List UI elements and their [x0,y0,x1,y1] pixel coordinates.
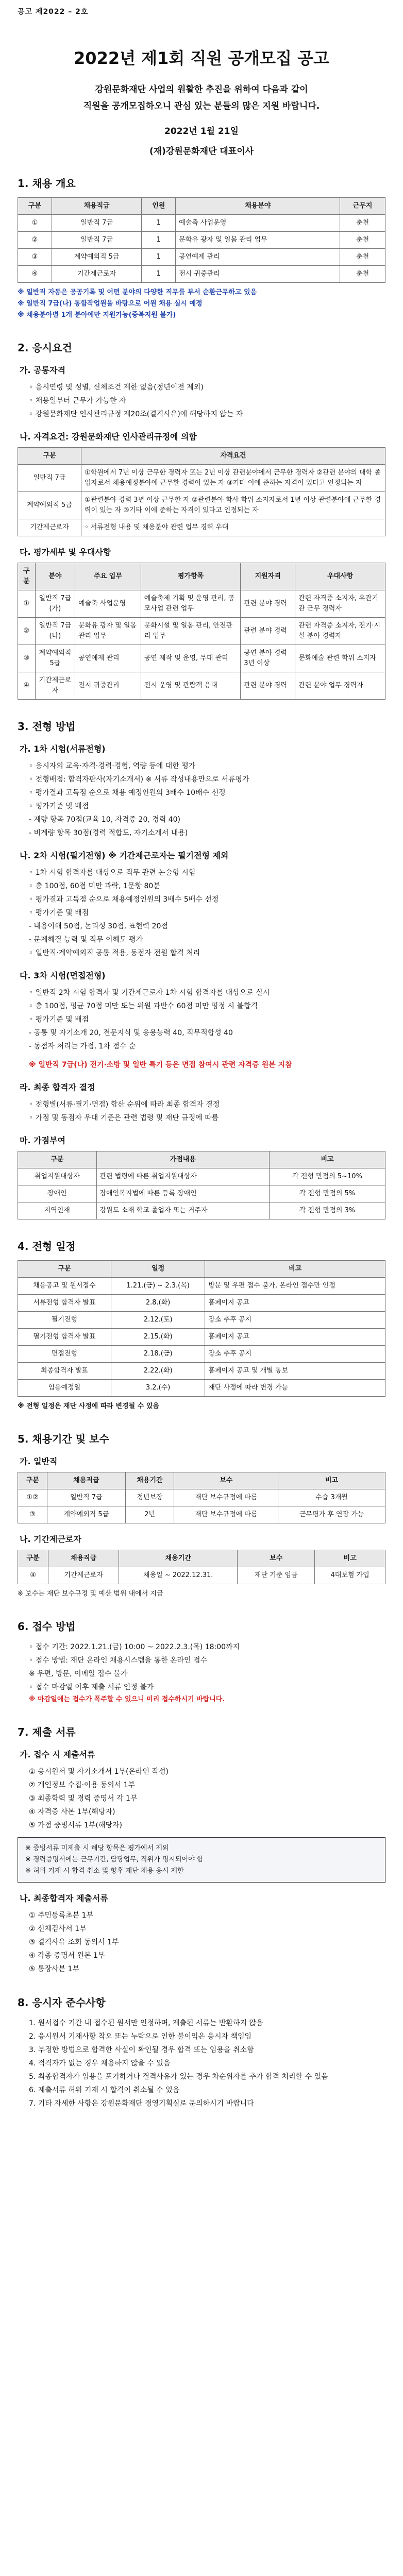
table-row [18,1346,385,1363]
list-item: ◦ 일반직·계약예외직 공통 적용, 동점자 전원 합격 처리 [29,949,200,957]
table-cell: 2.22.(화) [111,1363,205,1380]
notice-box-line: ※ 허위 기재 시 합격 취소 및 향후 재단 채용 응시 제한 [25,1867,184,1875]
pay-table [18,1472,385,1523]
subsection-title: 다. 평가세부 및 우대사항 [20,547,111,557]
list-item: ⑤ 가점 증빙서류 1부(해당자) [29,1821,122,1829]
list-item: ◦ 평가결과 고득점 순으로 채용예정인원의 3배수 5배수 선정 [29,895,219,904]
list-item: 5. 최종합격자가 임용을 포기하거나 결격사유가 있는 경우 차순위자를 추가 합격 처리할 수 있음 [29,2073,328,2081]
table-header: 구분 [18,563,36,590]
table-cell: 공연 분야 경력 3년 이상 [241,645,295,672]
lead-text [18,81,385,114]
list-item: ◦ 평가기준 및 배점 [29,802,89,810]
subsection-title: 나. 최종합격자 제출서류 [20,1893,108,1903]
table-row [18,645,385,672]
table-cell: 춘천 [340,249,385,266]
table-cell: ④ [18,266,52,283]
table-cell: 면접전형 [18,1346,111,1363]
list-item: - 비계량 항목 30점(경력 적합도, 자기소개서 내용) [29,829,188,837]
table-cell: ① [18,590,36,618]
table-cell: 전시 운영 및 관람객 응대 [141,672,241,700]
table-header: 채용기간 [125,1472,174,1489]
list-item: ◦ 강원문화재단 인사관리규정 제20조(결격사유)에 해당하지 않는 자 [29,410,243,418]
table-row [18,1506,385,1523]
table-cell: 1 [142,249,176,266]
list-item: ◦ 접수 기간: 2022.1.21.(금) 10:00 ~ 2022.2.3.(목) 18:00까지 [29,1643,240,1651]
table-header: 보수 [238,1550,315,1567]
table-row [18,1295,385,1312]
table-header: 인원 [142,198,176,215]
table-cell: 재단 보수규정에 따름 [174,1506,278,1523]
table-header: 근무지 [340,198,385,215]
table-cell: 2.15.(화) [111,1329,205,1346]
table-cell: 전시 귀중관리 [75,672,141,700]
table-cell: 필기전형 [18,1312,111,1329]
table-cell: 기간제근로자 [35,672,75,700]
table-cell: ①관련분야 경력 3년 이상 근무한 자 ②관련분야 학사 학위 소지자로서 1년 이상 관련분야에 근무한 경력이 있는 자 ③기타 이에 준하는 자격이 있다고 인정되는 자 [81,492,385,519]
subsection-title: 가. 일반직 [20,1456,58,1466]
table-cell: 4대보험 가입 [315,1567,385,1584]
table-cell: 각 전형 만점의 5% [270,1185,385,1202]
list-item: 3. 부정한 방법으로 합격한 사실이 확인될 경우 합격 또는 임용을 취소함 [29,2046,254,2054]
warning-text: ※ 일반직 7급(나) 전기·소방 및 일반 특기 등은 면접 참여시 관련 자격증 원본 지참 [29,1061,292,1069]
list-item: ◦ 전형배점: 합격자판사(자기소개서) ※ 서류 작성내용만으로 서류평가 [29,775,249,784]
table-cell: ④ [18,1567,48,1584]
table-row [18,465,385,492]
section-title: 3. 전형 방법 [18,720,76,733]
table-cell: 일반직 7급 [52,215,141,232]
section-title: 8. 응시자 준수사항 [18,1996,106,2009]
table-row [18,590,385,618]
table-cell: ③ [18,645,36,672]
table-cell: 기간제근로자 [52,266,141,283]
table-cell: 홈페이지 공고 및 개별 통보 [205,1363,385,1380]
list-item: ◦ 응시자의 교육·자격·경력·경험, 역량 등에 대한 평가 [29,762,196,770]
section-title: 2. 응시요건 [18,342,72,354]
table-cell: 각 전형 만점의 5~10% [270,1168,385,1185]
pay-table-temp [18,1550,385,1584]
table-header: 채용직급 [47,1472,125,1489]
table-cell: 취업지원대상자 [18,1168,97,1185]
table-cell: ③ [18,249,52,266]
table-cell: 임용예정일 [18,1380,111,1397]
table-header: 채용분야 [176,198,340,215]
lead-line: 직원을 공개모집하오니 관심 있는 분들의 많은 지원 바랍니다. [83,101,320,111]
list-item: ◦ 평가기준 및 배점 [29,909,89,917]
table-cell: 근무평가 후 연장 가능 [278,1506,385,1523]
table-cell: 서류전형 합격자 발표 [18,1295,111,1312]
list-item: ④ 자격증 사본 1부(해당자) [29,1808,115,1816]
table-cell: ◦ 서류전형 내용 및 채용분야 관련 업무 경력 우대 [81,519,385,536]
table-row [18,492,385,519]
page-title: 2022년 제1회 직원 공개모집 공고 [74,48,329,68]
table-cell: ④ [18,672,36,700]
list-item: - 공통 및 자기소개 20, 전문지식 및 응용능력 40, 직무적합성 40 [29,1029,233,1037]
list-item: - 동점자 처리는 가점, 1차 점수 순 [29,1042,136,1050]
notice-date: 2022년 1월 21일 [164,126,239,137]
table-cell: ①② [18,1489,47,1506]
table-row [18,1312,385,1329]
subsection-title: 다. 3차 시험(면접전형) [20,971,106,980]
list-item: ① 주민등록초본 1부 [29,1911,94,1920]
table-header: 비고 [315,1550,385,1567]
list-item: ◦ 평가결과 고득점 순으로 채용 예정인원의 3배수 10배수 선정 [29,789,226,797]
table-cell: 관련 법령에 따른 취업지원대상자 [96,1168,270,1185]
list-item: ◦ 1차 시험 합격자를 대상으로 직무 관련 논술형 시험 [29,869,196,877]
table-row [18,519,385,536]
notice-box-line: ※ 증빙서류 미제출 시 해당 항목은 평가에서 제외 [25,1844,169,1852]
list-item: ◦ 평가기준 및 배점 [29,1015,89,1024]
list-item: 1. 원서접수 기간 내 접수된 원서만 인정하며, 제출된 서류는 반환하지 않음 [29,2019,263,2027]
notice-number: 공고 제2022 – 2호 [18,8,89,16]
table-cell: 공연예제 관리 [75,645,141,672]
note: ※ 전형 일정은 재단 사정에 따라 변경될 수 있음 [18,1402,159,1410]
subsection-title: 가. 1차 시험(서류전형) [20,744,106,754]
table-header: 평가항목 [141,563,241,590]
table-cell: 기간제근로자 [18,519,81,536]
table-cell: 1 [142,266,176,283]
table-cell: 강원도 소재 학교 졸업자 또는 거주자 [96,1202,270,1219]
table-cell: 2.18.(금) [111,1346,205,1363]
table-cell: 문화유 광자 및 일몸 관리 업무 [75,618,141,645]
list-item: 4. 적격자가 없는 경우 채용하지 않을 수 있음 [29,2059,171,2067]
table-header: 구분 [18,1261,111,1278]
list-item: ① 응시원서 및 자기소개서 1부(온라인 작성) [29,1768,169,1776]
list-item: 6. 제출서류 허위 기재 시 합격이 취소될 수 있음 [29,2086,180,2094]
table-cell: ①학원에서 7년 이상 근무한 경력자 또는 2년 이상 관련분야에서 근무한 경력자 ②관련 분야의 대학 졸업자로서 채용예정분야에 근무한 경력이 있는 자 ③기타 이에 준하는 자격이 있다고 인정되는 자 [81,465,385,492]
list-item: ◦ 총 100점, 평균 70점 미만 또는 위원 과반수 60점 미만 평정 시 불합격 [29,1002,258,1010]
subsection-title: 마. 가점부여 [20,1136,65,1145]
table-header: 비고 [278,1472,385,1489]
table-cell: 장애인복지법에 따른 등록 장애인 [96,1185,270,1202]
table-header: 채용기간 [119,1550,238,1567]
table-cell: 전시 귀중관리 [176,266,340,283]
list-item: 2. 응시원서 기재사항 착오 또는 누락으로 인한 불이익은 응시자 책임임 [29,2032,252,2041]
table-header: 구분 [18,198,52,215]
table-header: 주요 업무 [75,563,141,590]
table-cell: 문화예술 관련 학위 소지자 [295,645,385,672]
table-cell: 계약예외직 5급 [35,645,75,672]
lead-line: 강원문화재단 사업의 원활한 추진을 위하여 다음과 같이 [95,84,308,95]
table-row [18,232,385,249]
subsection-title: 라. 최종 합격자 결정 [20,1082,95,1092]
table-cell: 홈페이지 공고 [205,1329,385,1346]
table-cell: 정년보장 [125,1489,174,1506]
table-cell: 채용일 ~ 2022.12.31. [119,1567,238,1584]
table-cell: 지역인재 [18,1202,97,1219]
table-cell: 재단 사정에 따라 변경 가능 [205,1380,385,1397]
table-cell: 기간제근로자 [48,1567,119,1584]
list-item: ◦ 채용일부터 근무가 가능한 자 [29,397,126,405]
table-row [18,1202,385,1219]
table-row [18,1278,385,1295]
table-header: 비고 [205,1261,385,1278]
table-row [18,1489,385,1506]
section-title: 1. 채용 개요 [18,177,76,190]
table-cell: 공연 제작 및 운영, 무대 관리 [141,645,241,672]
table-header: 구분 [18,1472,47,1489]
list-item: - 내용이해 50점, 논리성 30점, 표현력 20점 [29,922,168,930]
table-header: 자격요건 [81,448,385,465]
table-cell: 일반직 7급 [47,1489,125,1506]
notice-box [18,1837,385,1883]
table-row [18,1380,385,1397]
table-cell: 문화유 광자 및 일몸 관리 업무 [176,232,340,249]
table-cell: 춘천 [340,232,385,249]
table-header: 구분 [18,448,81,465]
section-title: 4. 전형 일정 [18,1240,76,1252]
table-cell: 장소 추후 공지 [205,1346,385,1363]
notice-box-line: ※ 경력증명서에는 근무기간, 담당업무, 직위가 명시되어야 함 [25,1856,204,1863]
table-cell: ③ [18,1506,47,1523]
subsection-title: 나. 기간제근로자 [20,1534,81,1544]
table-cell: 관련 분야 경력 [241,590,295,618]
subsection-title: 나. 2차 시험(필기전형) ※ 기간제근로자는 필기전형 제외 [20,851,229,860]
table-cell: 필기전형 합격자 발표 [18,1329,111,1346]
table-cell: 채용공고 및 원서접수 [18,1278,111,1295]
table-cell: 2.12.(토) [111,1312,205,1329]
table-row [18,618,385,645]
organization-name: (재)강원문화재단 대표이사 [149,146,254,157]
table-cell: 장소 추후 공지 [205,1312,385,1329]
table-header: 지원자격 [241,563,295,590]
table-cell: 각 전형 만점의 3% [270,1202,385,1219]
table-row [18,1168,385,1185]
list-item: ◦ 전형별(서류·필기·면접) 합산 순위에 따라 최종 합격자 결정 [29,1100,220,1109]
subsection-title: 가. 공통자격 [20,365,65,375]
list-item: ◦ 접수 방법: 재단 온라인 채용시스템을 통한 온라인 접수 [29,1656,208,1665]
table-row [18,215,385,232]
table-header: 채용직급 [52,198,141,215]
list-item: 7. 기타 자세한 사항은 강원문화재단 경영기획실로 문의하시기 바랍니다 [29,2099,254,2108]
table-cell: 관련 분야 업무 경력자 [295,672,385,700]
table-header: 보수 [174,1472,278,1489]
table-cell: 예술축 사업운영 [176,215,340,232]
table-row [18,249,385,266]
table-cell: 수습 3개월 [278,1489,385,1506]
table-row [18,1567,385,1584]
section-title: 5. 채용기간 및 보수 [18,1433,109,1445]
recruitment-table [18,197,385,283]
table-cell: 1 [142,232,176,249]
table-cell: 계약예외직 5급 [18,492,81,519]
table-cell: 1 [142,215,176,232]
table-cell: 관련 자격증 소지자, 전기·시설 분야 경력자 [295,618,385,645]
table-row [18,672,385,700]
table-cell: ② [18,232,52,249]
table-cell: 재단 기준 임금 [238,1567,315,1584]
table-cell: 일반직 7급 [18,465,81,492]
table-cell: 춘천 [340,266,385,283]
table-cell: 2년 [125,1506,174,1523]
subsection-title: 가. 접수 시 제출서류 [20,1750,95,1759]
note: ※ 보수는 재단 보수규정 및 예산 범위 내에서 지급 [18,1590,163,1598]
table-header: 분야 [35,563,75,590]
bonus-table [18,1151,385,1219]
schedule-table [18,1260,385,1397]
list-item: ② 신체검사서 1부 [29,1925,87,1933]
table-header: 비고 [270,1151,385,1168]
list-item: - 문제해결 능력 및 직무 이해도 평가 [29,936,143,944]
table-cell: 춘천 [340,215,385,232]
table-cell: 3.2.(수) [111,1380,205,1397]
section-title: 6. 접수 방법 [18,1620,76,1633]
table-cell: 장애인 [18,1185,97,1202]
list-item: - 계량 항목 70점(교육 10, 자격증 20, 경력 40) [29,816,181,824]
table-cell: 일반직 7급 [52,232,141,249]
list-item: ◦ 총 100점, 60점 미만 과락, 1문항 80분 [29,882,160,890]
table-header: 가점내용 [96,1151,270,1168]
table-row [18,1363,385,1380]
list-item: ◦ 접수 마감일 이후 제출 서류 인정 불가 [29,1683,154,1691]
list-item: ④ 각종 증명서 원본 1부 [29,1952,105,1960]
table-cell: 일반직 7급(나) [35,618,75,645]
table-cell: 최종합격자 발표 [18,1363,111,1380]
table-cell: 계약예외직 5급 [47,1506,125,1523]
table-header: 구분 [18,1550,48,1567]
list-item: ◦ 가점 및 동점자 우대 기준은 관련 법령 및 재단 규정에 따름 [29,1114,219,1122]
table-header: 일정 [111,1261,205,1278]
note: ※ 일반직 자동은 공공기록 및 어떤 분야의 다양한 직무를 부서 순환근무하고 있음 [18,289,257,296]
table-header: 구분 [18,1151,97,1168]
table-cell: 문화시설 및 일몸 관리, 안전관리 업무 [141,618,241,645]
table-row [18,1185,385,1202]
table-cell: ② [18,618,36,645]
list-item: ③ 결격사유 조회 동의서 1부 [29,1938,119,1946]
table-cell: 관련 분야 경력 [241,618,295,645]
table-cell: ① [18,215,52,232]
table-row [18,1329,385,1346]
subsection-title: 나. 자격요건: 강원문화재단 인사관리규정에 의함 [20,432,197,442]
table-cell: 예술축 사업운영 [75,590,141,618]
table-cell: 홈페이지 공고 [205,1295,385,1312]
list-item: ◦ 일반직 2차 시험 합격자 및 기간제근로자 1차 시험 합격자를 대상으로 실시 [29,989,270,997]
section-title: 7. 제출 서류 [18,1726,76,1738]
note: ※ 채용분야별 1개 분야에만 지원가능(중복지원 불가) [18,311,176,319]
requirements-table [18,447,385,536]
table-header: 채용직급 [48,1550,119,1567]
list-item: ③ 최종학력 및 경력 증명서 각 1부 [29,1794,138,1803]
list-item: ⑤ 통장사본 1부 [29,1965,79,1973]
table-cell: 일반직 7급(가) [35,590,75,618]
table-cell: 관련 자격증 소지자, 유관기관 근무 경력자 [295,590,385,618]
table-cell: 계약예외직 5급 [52,249,141,266]
table-header: 우대사항 [295,563,385,590]
note: ※ 일반직 7급(나) 통합작업원을 바탕으로 어원 채용 실시 예정 [18,300,203,308]
table-cell: 관련 분야 경력 [241,672,295,700]
table-cell: 2.8.(화) [111,1295,205,1312]
list-item: ② 개인정보 수집·이용 동의서 1부 [29,1781,135,1789]
criteria-table [18,563,385,700]
list-item: ※ 우편, 방문, 이메일 접수 불가 [29,1670,128,1678]
table-cell: 방문 및 우편 접수 불가, 온라인 접수만 인정 [205,1278,385,1295]
table-cell: 예술축제 기획 및 운영 관리, 공모사업 관련 업무 [141,590,241,618]
table-cell: 1.21.(금) ~ 2.3.(목) [111,1278,205,1295]
note: ※ 마감일에는 접수가 폭주할 수 있으니 미리 접수하시기 바랍니다. [29,1696,225,1703]
list-item: ◦ 응시연령 및 성별, 신체조건 제한 없음(정년이전 제외) [29,383,204,392]
table-row [18,266,385,283]
table-cell: 공연예제 관리 [176,249,340,266]
table-cell: 재단 보수규정에 따름 [174,1489,278,1506]
